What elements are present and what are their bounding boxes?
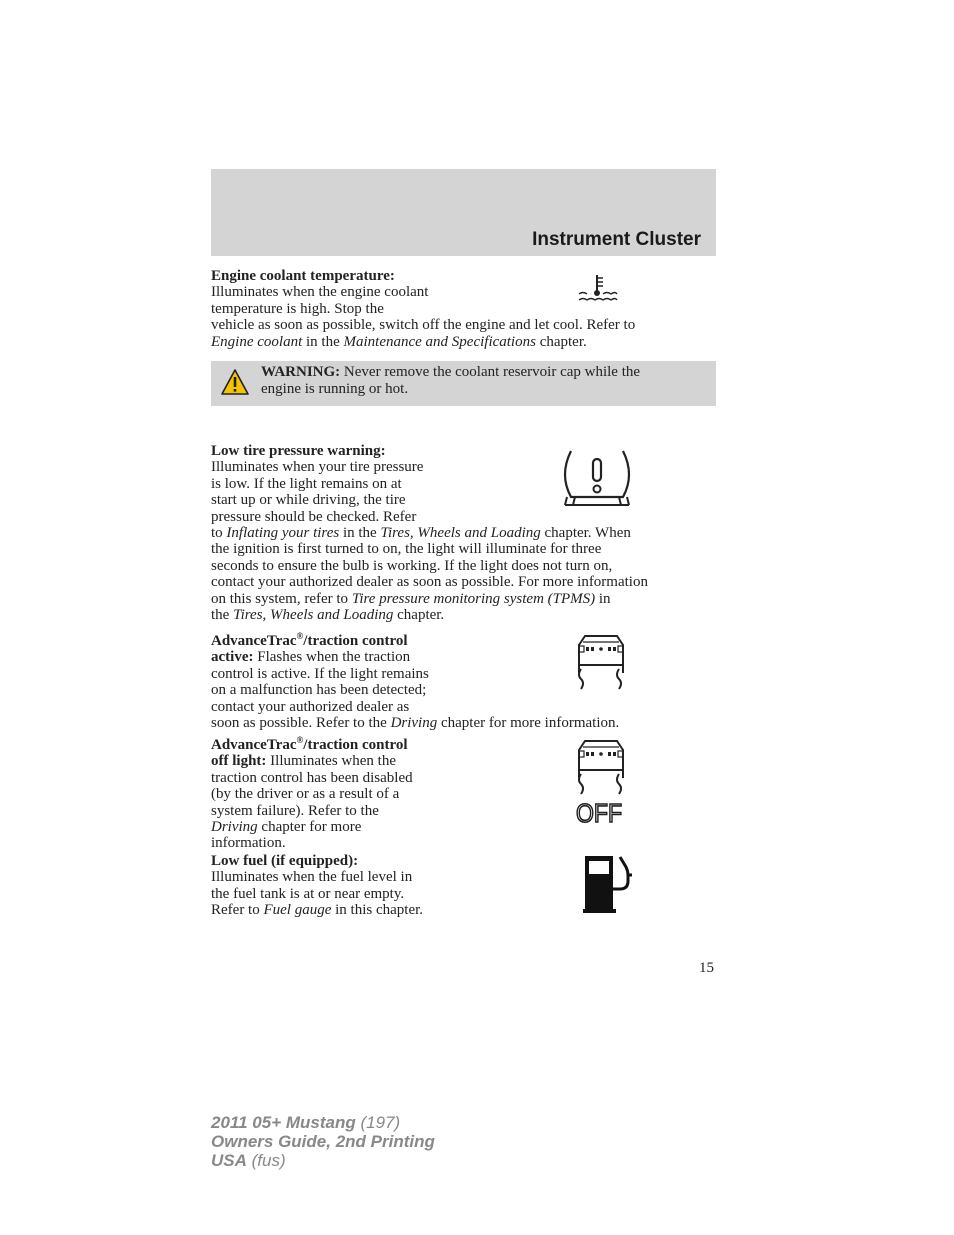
traction-off-heading-1 [211, 737, 408, 753]
tire-line-8: contact your authorized dealer as soon as possible. For more information [211, 574, 648, 591]
traction-active-l2: control is active. If the light remains [211, 665, 429, 682]
tire-l5c: in the [339, 525, 381, 542]
coolant-line-2: temperature is high. Stop the [211, 300, 384, 317]
coolant-ref-1: Engine coolant [211, 333, 303, 350]
traction-active-brand: AdvanceTrac [211, 633, 297, 649]
fuel-l3c: in this chapter. [331, 902, 424, 919]
fuel-heading: Low fuel (if equipped): [211, 853, 359, 869]
footer-model-code: (197) [355, 1113, 401, 1132]
off-icon-label: OFF [576, 798, 622, 826]
traction-active-l3: on a malfunction has been detected; [211, 682, 427, 699]
footer-market: USA [211, 1151, 247, 1170]
fuel-l3 [211, 902, 716, 918]
document-footer [211, 1113, 435, 1170]
traction-off-l5b: chapter for more [257, 819, 362, 836]
tire-l5a: to [211, 525, 227, 542]
coolant-line-3: vehicle as soon as possible, switch off the engine and let cool. Refer to [211, 317, 636, 334]
traction-active-ref-driving: Driving [390, 715, 438, 732]
warning-text-1: Never remove the coolant reservoir cap while the [340, 364, 641, 380]
traction-active-heading-2: active: [211, 649, 254, 666]
warning-text-2: engine is running or hot. [261, 381, 409, 397]
traction-off-l5 [211, 819, 716, 835]
tire-line-4: pressure should be checked. Refer [211, 508, 417, 525]
tire-line-9 [211, 591, 721, 607]
fuel-l3a: Refer to [211, 902, 264, 919]
page-number: 15 [699, 960, 714, 976]
tire-line-3: start up or while driving, the tire [211, 492, 406, 509]
coolant-ref-2: Maintenance and Specifications [343, 333, 536, 350]
warning-label: WARNING: [261, 364, 341, 380]
tire-paragraph [211, 443, 721, 623]
traction-control-off-icon [575, 738, 627, 826]
tire-line-5 [211, 525, 721, 541]
warning-box [211, 361, 716, 406]
fuel-l1: Illuminates when the fuel level in [211, 869, 413, 886]
footer-model: 2011 05+ Mustang [211, 1113, 356, 1132]
traction-active-l5 [211, 715, 716, 731]
coolant-line-4 [211, 334, 716, 350]
tire-l9c: in [595, 590, 611, 607]
tire-ref-tpms: Tire pressure monitoring system (TPMS) [351, 590, 596, 607]
tire-pressure-icon [557, 447, 637, 511]
footer-market-code: (fus) [246, 1151, 286, 1170]
tire-line-10 [211, 607, 721, 623]
tire-line-7: seconds to ensure the bulb is working. If the light does not turn on, [211, 557, 613, 574]
traction-off-brand: AdvanceTrac [211, 737, 297, 753]
coolant-paragraph [211, 268, 716, 350]
traction-off-ref-driving: Driving [211, 819, 258, 836]
tire-l10a: the [211, 607, 234, 624]
traction-off-paragraph [211, 732, 716, 852]
traction-active-l1: Flashes when the traction [253, 649, 411, 666]
coolant-line-1: Illuminates when the engine coolant [211, 284, 429, 301]
traction-off-l1: Illuminates when the [266, 753, 396, 770]
tire-l10c: chapter. [393, 607, 445, 624]
fuel-paragraph [211, 853, 716, 919]
traction-off-l2: traction control has been disabled [211, 769, 413, 786]
coolant-end: chapter. [535, 333, 587, 350]
fuel-pump-icon [582, 853, 636, 915]
warning-text [261, 364, 706, 398]
traction-active-l5a: soon as possible. Refer to the [211, 715, 391, 732]
registered-mark: ® [296, 631, 304, 641]
traction-active-l5c: chapter for more information. [437, 715, 620, 732]
traction-active-heading-1b: /traction control [303, 633, 408, 649]
coolant-temperature-icon [577, 273, 619, 305]
traction-control-icon [575, 633, 627, 691]
section-title: Instrument Cluster [532, 229, 701, 250]
warning-triangle-icon [220, 368, 250, 396]
traction-off-l3: (by the driver or as a result of a [211, 786, 400, 803]
tire-ref-chapter: Tires, Wheels and Loading [380, 525, 541, 542]
tire-line-6: the ignition is first turned to on, the light will illuminate for three [211, 541, 602, 558]
coolant-mid: in the [302, 333, 344, 350]
coolant-heading: Engine coolant temperature: [211, 268, 395, 284]
registered-mark-2: ® [296, 735, 304, 745]
tire-l5e: chapter. When [540, 525, 631, 542]
traction-active-paragraph [211, 628, 716, 731]
tire-line-1: Illuminates when your tire pressure [211, 459, 424, 476]
traction-off-l4: system failure). Refer to the [211, 802, 379, 819]
traction-active-l4: contact your authorized dealer as [211, 698, 410, 715]
traction-off-heading-2: off light: [211, 753, 267, 770]
section-header [211, 169, 716, 256]
fuel-l2: the fuel tank is at or near empty. [211, 885, 405, 902]
tire-ref-inflating: Inflating your tires [226, 525, 340, 542]
footer-guide: Owners Guide, 2nd Printing [211, 1132, 435, 1151]
tire-l9a: on this system, refer to [211, 590, 352, 607]
tire-heading: Low tire pressure warning: [211, 443, 386, 459]
traction-active-heading-1 [211, 633, 408, 649]
tire-ref-chapter-2: Tires, Wheels and Loading [233, 607, 394, 624]
traction-off-l6: information. [211, 835, 286, 852]
traction-off-heading-1b: /traction control [303, 737, 408, 753]
fuel-ref-gauge: Fuel gauge [263, 902, 332, 919]
tire-line-2: is low. If the light remains on at [211, 475, 402, 492]
